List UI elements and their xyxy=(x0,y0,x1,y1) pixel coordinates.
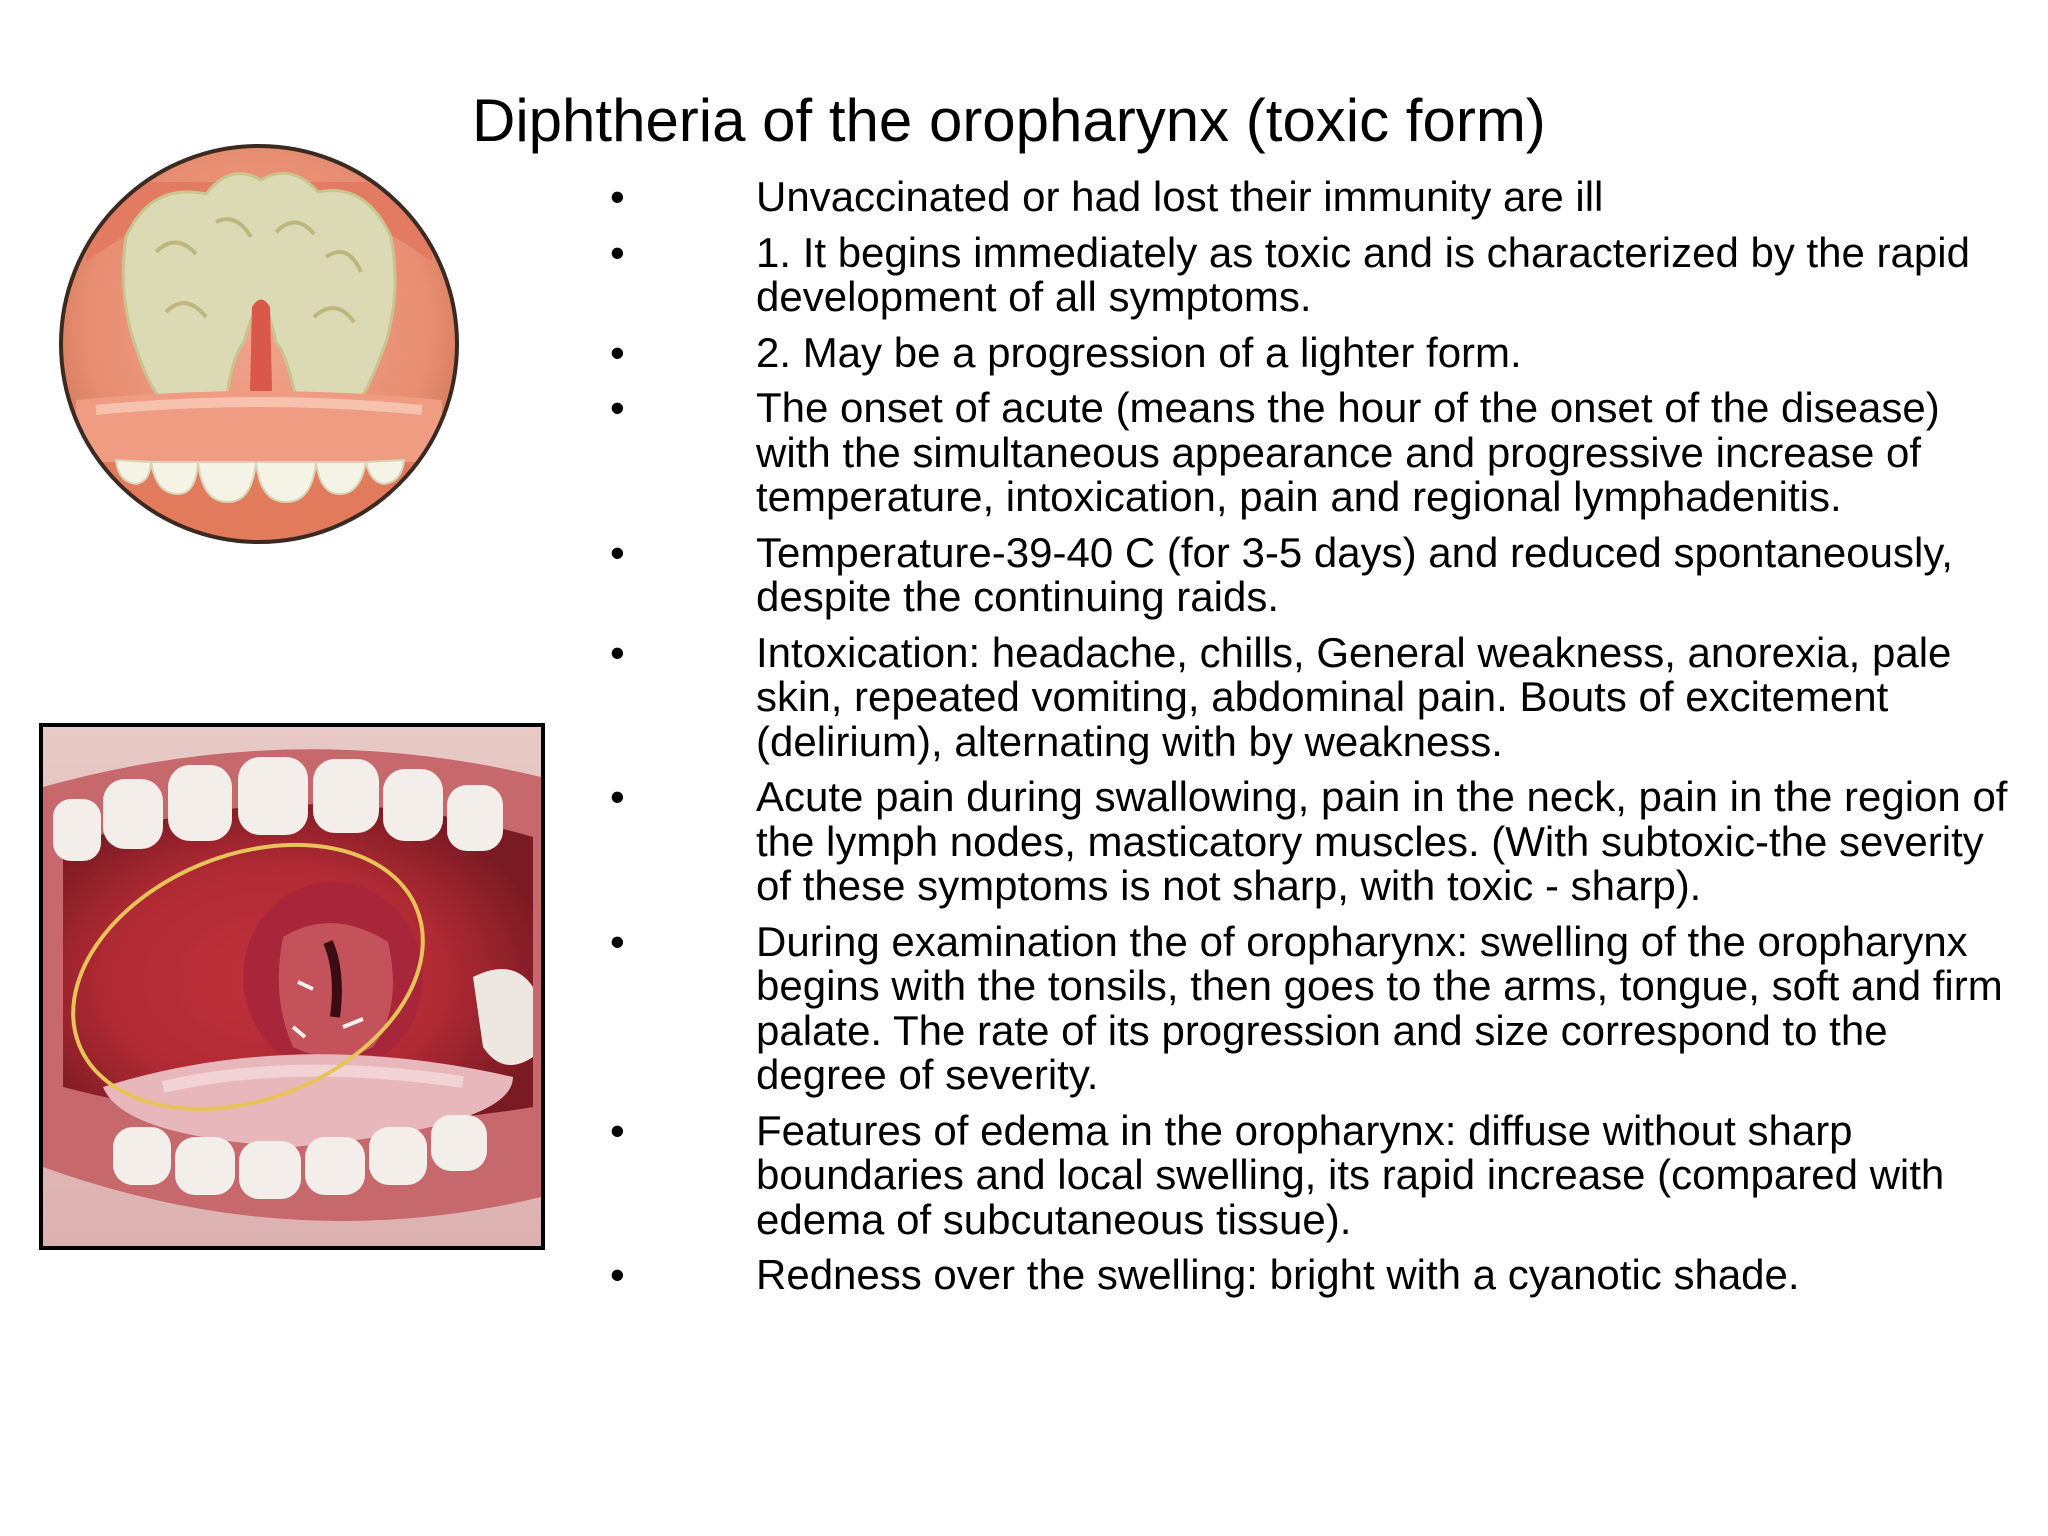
bullet-dot-icon: • xyxy=(610,173,625,220)
mouth-photo xyxy=(39,723,545,1250)
bullet-dot-icon: • xyxy=(610,1251,625,1298)
slide-title: Diphtheria of the oropharynx (toxic form) xyxy=(472,87,1546,154)
list-item-text: During examination the of oropharynx: swelling of the oropharynx begins with the tonsils, then goes to the arms, tongue, soft and firm palate. The rate of its progression and size correspond to the degree of severity. xyxy=(756,917,2003,1098)
bullet-dot-icon: • xyxy=(610,384,625,431)
throat-illustration-icon xyxy=(56,142,462,546)
list-item xyxy=(610,1253,2010,1298)
list-item-text: Temperature-39-40 C (for 3-5 days) and reduced spontaneously, despite the continuing raids. xyxy=(756,528,1953,620)
bullet-dot-icon: • xyxy=(610,328,625,376)
list-item-text: Redness over the swelling: bright with a cyanotic shade. xyxy=(756,1251,1800,1298)
bullet-dot-icon: • xyxy=(610,1106,625,1154)
bullet-dot-icon: • xyxy=(610,917,625,965)
list-item xyxy=(610,917,2010,1098)
list-item xyxy=(610,228,2010,320)
bullet-dot-icon: • xyxy=(610,528,625,576)
list-item-text: 2. May be a progression of a lighter form. xyxy=(756,328,1522,376)
bullet-dot-icon: • xyxy=(610,773,625,820)
bullet-dot-icon: • xyxy=(610,228,625,276)
list-item xyxy=(610,175,2010,220)
list-item xyxy=(610,328,2010,376)
symptom-list xyxy=(610,175,2010,1309)
list-item-text: Intoxication: headache, chills, General weakness, anorexia, pale skin, repeated vomiting, abdominal pain. Bouts of excitement (delirium), alternating with by weakness. xyxy=(756,628,1952,765)
list-item xyxy=(610,528,2010,620)
open-mouth-photo-icon xyxy=(43,727,541,1246)
bullet-dot-icon: • xyxy=(610,628,625,676)
list-item xyxy=(610,775,2010,909)
list-item xyxy=(610,628,2010,765)
list-item xyxy=(610,386,2010,520)
list-item-text: Acute pain during swallowing, pain in the neck, pain in the region of the lymph nodes, masticatory muscles. (With subtoxic-the severity of these symptoms is not sharp, with toxic - sharp). xyxy=(756,773,2008,909)
list-item-text: The onset of acute (means the hour of the onset of the disease) with the simultaneous appearance and progressive increase of temperature, intoxication, pain and regional lymphadenitis. xyxy=(756,384,1940,520)
list-item-text: Unvaccinated or had lost their immunity are ill xyxy=(756,173,1604,220)
list-item-text: 1. It begins immediately as toxic and is characterized by the rapid development of all symptoms. xyxy=(756,228,1970,320)
list-item xyxy=(610,1106,2010,1243)
list-item-text: Features of edema in the oropharynx: diffuse without sharp boundaries and local swelling, its rapid increase (compared with edema of subcutaneous tissue). xyxy=(756,1106,1945,1243)
